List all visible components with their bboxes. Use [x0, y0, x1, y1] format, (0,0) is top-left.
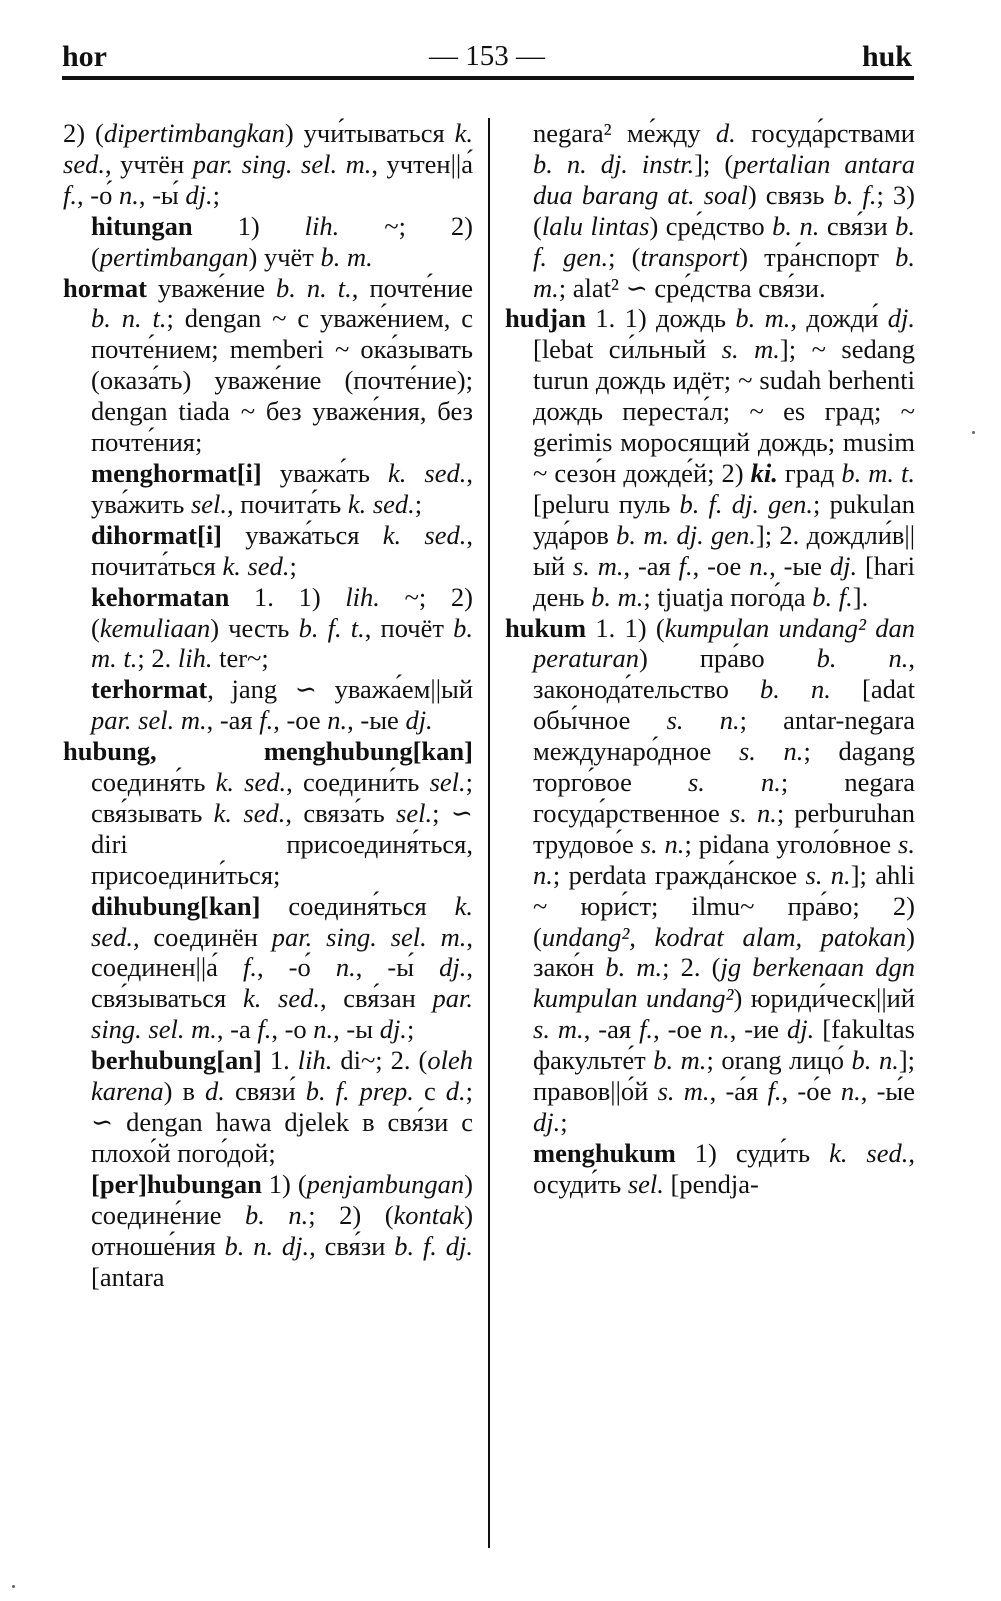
header-rule — [62, 76, 914, 80]
dictionary-subentry: menghukum 1) суди́ть k. sed., осуди́ть sel. [pendja- — [533, 1137, 915, 1199]
right-column — [505, 118, 915, 1200]
dictionary-subentry: hitungan 1) lih. ~; 2) (pertimbangan) учёт b. m. — [91, 210, 474, 272]
dictionary-subentry: dihormat[i] уважа́ться k. sed., почита́ться k. sed.; — [91, 519, 473, 581]
speck — [972, 431, 975, 434]
right-guide-word: huk — [861, 40, 912, 73]
dictionary-subentry: dihubung[kan] соединя́ться k. sed., соединён par. sing. sel. m., соединен||а́ f., -о́ n., -ы́ dj., свя́зываться k. sed., свя́зан par. sing. sel. m., -а f., -о n., -ы dj.; — [91, 890, 474, 1045]
dictionary-entry: hukum 1. 1) (kumpulan undang² dan peraturan) пра́во b. n., законода́тельство b. n. [adat обы́чное s. n.; antar-negara междунаро́дное s. n.; dagang торго́вое s. n.; negara госуда́рственное s. n.; perburuhan трудово́е s. n.; pidana уголо́вное s. n.; perdata гражда́нское s. n.]; ahli ~ юри́ст; ilmu~ пра́во; 2) (undang², kodrat alam, patokan) зако́н b. m.; 2. (jg berkenaan dgn kumpulan undang²) юриди́ческ||ий s. m., -ая f., -ое n., -ие dj. [fakultas факульте́т b. m.; orang лицо́ b. n.]; правов||о́й s. m., -а́я f., -о́е n., -ы́е dj.; — [505, 612, 916, 1137]
dictionary-entry: hubung, menghubung[kan] соединя́ть k. sed., соедини́ть sel.; свя́зывать k. sed., связа́ть sel.; ∽ diri присоединя́ться, присоедини́ться; — [63, 736, 473, 890]
dictionary-subentry: negara² ме́жду d. госуда́рствами b. n. dj. instr.]; (pertalian antara dua barang at. soal) связь b. f.; 3) (lalu lintas) сре́дство b. n. свя́зи b. f. gen.; (transport) тра́нспорт b. m.; alat² ∽ сре́дства свя́зи. — [533, 118, 916, 303]
page-number: — 153 — — [429, 40, 545, 72]
dictionary-subentry: terhormat, jang ∽ уважа́ем||ый par. sel. m., -ая f., -ое n., -ые dj. — [91, 674, 473, 736]
dictionary-subentry: kehormatan 1. 1) lih. ~; 2) (kemuliaan) честь b. f. t., почёт b. m. t.; 2. lih. ter~; — [91, 581, 474, 674]
dictionary-subentry: [per]hubungan 1) (penjambungan) соедине́ние b. n.; 2) (kontak) отноше́ния b. n. dj., свя́зи b. f. dj. [antara — [91, 1168, 474, 1292]
speck — [12, 1585, 15, 1588]
column-divider — [488, 118, 490, 1548]
dictionary-subentry: berhubung[an] 1. lih. di~; 2. (oleh karena) в d. связи́ b. f. prep. с d.; ∽ dengan hawa djelek в свя́зи с плохо́й пого́дой; — [91, 1045, 473, 1168]
dictionary-subentry: 2) (dipertimbangkan) учи́тываться k. sed., учтён par. sing. sel. m., учтен||а́ f., -о́ n., -ы́ dj.; — [63, 118, 473, 210]
dictionary-entry: hormat уваже́ние b. n. t., почте́ние b. n. t.; dengan ~ с уваже́нием, с почте́нием; memberi ~ ока́зывать (оказа́ть) уваже́ние (почте́ние); dengan tiada ~ без уваже́ния, без почте́ния; — [63, 272, 473, 458]
left-guide-word: hor — [62, 40, 107, 73]
dictionary-subentry: menghormat[i] уважа́ть k. sed., ува́жить sel., почита́ть k. sed.; — [91, 457, 473, 519]
left-column — [63, 118, 473, 1292]
page-header — [62, 40, 912, 80]
dictionary-entry: hudjan 1. 1) дождь b. m., дожди́ dj. [lebat си́льный s. m.]; ~ sedang turun дождь идёт; ~ sudah berhenti дождь переста́л; ~ es град; ~ gerimis моросящий дождь; musim ~ сезо́н дожде́й; 2) ki. град b. m. t. [peluru пуль b. f. dj. gen.; pukulan уда́ров b. m. dj. gen.]; 2. дождли́в||ый s. m., -ая f., -ое n., -ые dj. [hari день b. m.; tjuatja пого́да b. f.]. — [505, 303, 916, 612]
